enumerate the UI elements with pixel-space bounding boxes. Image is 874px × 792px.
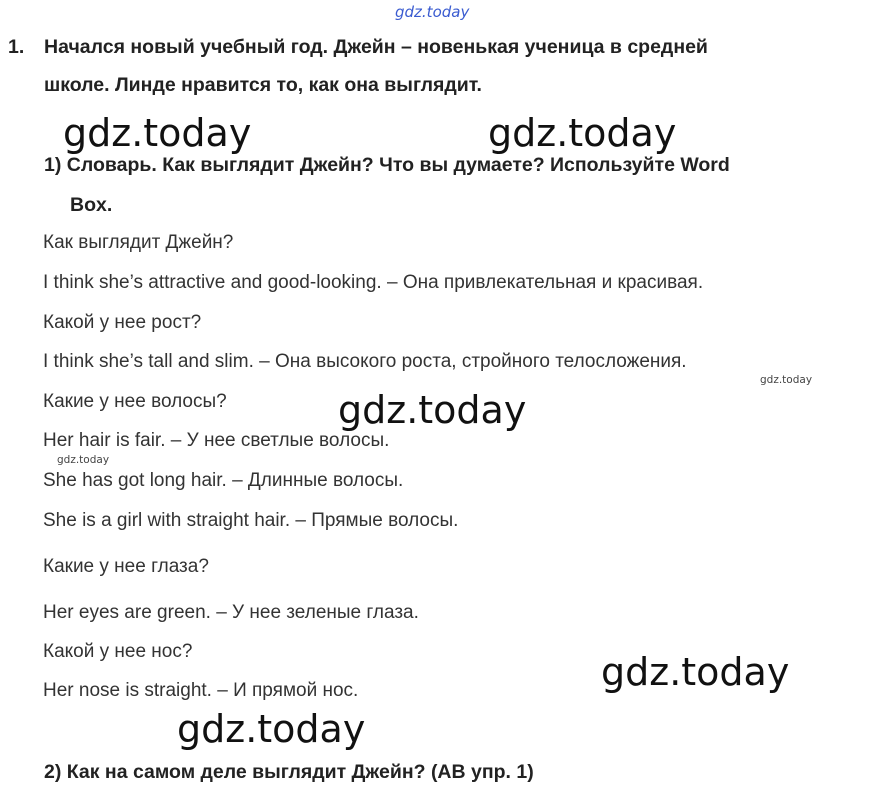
watermark-big: gdz.today bbox=[63, 111, 252, 155]
watermark-big: gdz.today bbox=[488, 111, 677, 155]
watermark-big: gdz.today bbox=[177, 707, 366, 751]
part1-heading-line1: 1) Словарь. Как выглядит Джейн? Что вы думаете? Используйте Word bbox=[44, 154, 730, 176]
watermark-small: gdz.today bbox=[760, 374, 813, 386]
watermark-small: gdz.today bbox=[57, 454, 110, 466]
dialog-line: She is a girl with straight hair. – Прямые волосы. bbox=[43, 510, 459, 531]
watermark-big: gdz.today bbox=[601, 650, 790, 694]
dialog-line: Her eyes are green. – У нее зеленые глаза. bbox=[43, 602, 419, 623]
watermark-top: gdz.today bbox=[395, 3, 470, 21]
dialog-line: Как выглядит Джейн? bbox=[43, 232, 234, 253]
dialog-line: Her hair is fair. – У нее светлые волосы. bbox=[43, 430, 390, 451]
dialog-line: I think she’s attractive and good-looking. – Она привлекательная и красивая. bbox=[43, 272, 704, 293]
task-number: 1. bbox=[8, 36, 25, 58]
watermark-big: gdz.today bbox=[338, 388, 527, 432]
task-intro-line1: Начался новый учебный год. Джейн – новенькая ученица в средней bbox=[44, 36, 708, 58]
dialog-line: I think she’s tall and slim. – Она высокого роста, стройного телосложения. bbox=[43, 351, 687, 372]
dialog-line: Какие у нее волосы? bbox=[43, 391, 227, 412]
dialog-line: Какой у нее нос? bbox=[43, 641, 193, 662]
dialog-line: She has got long hair. – Длинные волосы. bbox=[43, 470, 404, 491]
dialog-line: Какие у нее глаза? bbox=[43, 556, 209, 577]
dialog-line: Какой у нее рост? bbox=[43, 312, 202, 333]
part2-heading: 2) Как на самом деле выглядит Джейн? (AB упр. 1) bbox=[44, 761, 534, 783]
task-intro-line2: школе. Линде нравится то, как она выглядит. bbox=[44, 74, 482, 96]
part1-heading-line2: Box. bbox=[70, 194, 113, 216]
dialog-line: Her nose is straight. – И прямой нос. bbox=[43, 680, 359, 701]
